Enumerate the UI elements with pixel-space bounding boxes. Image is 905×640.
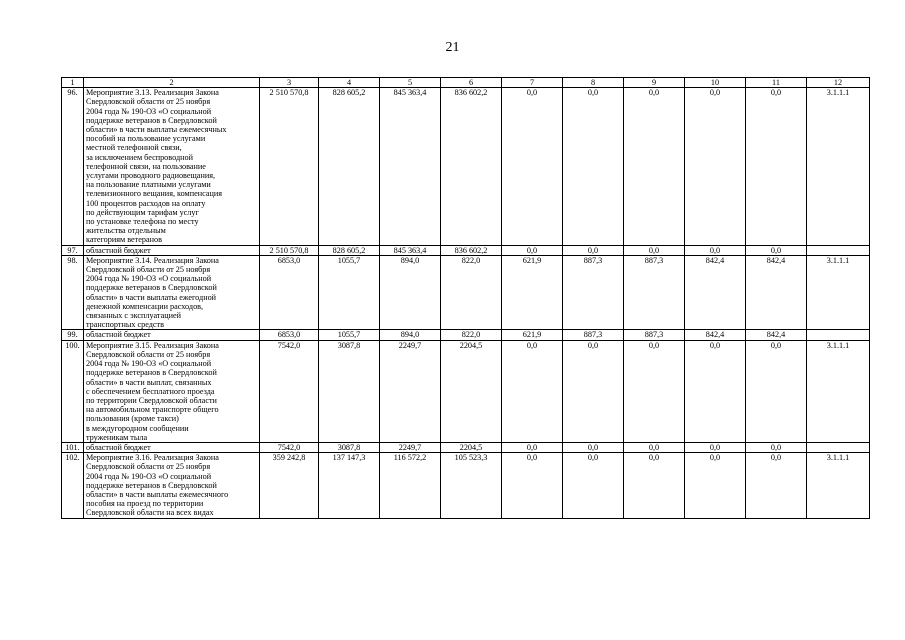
amount-cell: 116 572,2 xyxy=(380,453,441,518)
amount-cell: 2249,7 xyxy=(380,442,441,452)
description-line: пособия на проезд по территории xyxy=(86,499,204,509)
amount-cell: 1055,7 xyxy=(319,330,380,340)
column-header: 8 xyxy=(563,78,624,88)
amount-cell: 887,3 xyxy=(624,255,685,330)
description-line: на автомобильном транспорте общего xyxy=(86,405,219,415)
amount-cell: 0,0 xyxy=(685,340,746,442)
description-line: Свердловской области от 25 ноября xyxy=(86,349,211,359)
description-line: по действующим тарифам услуг xyxy=(86,207,199,217)
amount-cell: 0,0 xyxy=(563,88,624,245)
amount-cell: 0,0 xyxy=(563,245,624,255)
row-description xyxy=(84,453,260,518)
column-header: 5 xyxy=(380,78,441,88)
row-description xyxy=(84,255,260,330)
amount-cell: 0,0 xyxy=(502,245,563,255)
description-line: Мероприятие 3.13. Реализация Закона xyxy=(86,88,219,98)
amount-cell: 621,9 xyxy=(502,255,563,330)
amount-cell: 6853,0 xyxy=(260,255,319,330)
budget-source-row xyxy=(62,442,870,452)
amount-cell: 842,4 xyxy=(685,330,746,340)
description-line: по территории Свердловской области xyxy=(86,395,217,405)
amount-cell: 0,0 xyxy=(624,245,685,255)
amount-cell: 0,0 xyxy=(746,88,807,245)
amount-cell: 2204,5 xyxy=(441,340,502,442)
description-line: областной бюджет xyxy=(86,245,151,255)
description-line: на пользование платными услугами xyxy=(86,180,211,190)
amount-cell: 0,0 xyxy=(624,88,685,245)
task-code-cell: 3.1.1.1 xyxy=(807,340,870,442)
amount-cell: 887,3 xyxy=(563,255,624,330)
description-line: области» в части выплаты ежегодной xyxy=(86,292,217,302)
task-code-cell: 3.1.1.1 xyxy=(807,255,870,330)
amount-cell: 887,3 xyxy=(563,330,624,340)
description-line: транспортных средств xyxy=(86,320,164,330)
description-line: пособий на пользование услугами xyxy=(86,134,206,144)
description-line: категориям ветеранов xyxy=(86,235,162,245)
amount-cell: 359 242,8 xyxy=(260,453,319,518)
task-code-cell xyxy=(807,245,870,255)
amount-cell: 842,4 xyxy=(685,255,746,330)
amount-cell: 822,0 xyxy=(441,330,502,340)
amount-cell: 105 523,3 xyxy=(441,453,502,518)
amount-cell: 2204,5 xyxy=(441,442,502,452)
amount-cell: 2 510 570,8 xyxy=(260,245,319,255)
row-description xyxy=(84,330,260,340)
amount-cell: 0,0 xyxy=(685,245,746,255)
amount-cell: 0,0 xyxy=(624,442,685,452)
amount-cell: 0,0 xyxy=(563,442,624,452)
measure-row xyxy=(62,340,870,442)
amount-cell: 0,0 xyxy=(502,88,563,245)
table-body xyxy=(62,78,870,519)
description-line: телефонной связи, на пользование xyxy=(86,161,206,171)
description-line: поддержке ветеранов в Свердловской xyxy=(86,480,217,490)
amount-cell: 0,0 xyxy=(685,442,746,452)
measure-row xyxy=(62,453,870,518)
description-line: областной бюджет xyxy=(86,330,151,340)
description-line: связанных с эксплуатацией xyxy=(86,311,181,321)
amount-cell: 842,4 xyxy=(746,330,807,340)
description-line: поддержке ветеранов в Свердловской xyxy=(86,283,217,293)
page-number: 21 xyxy=(445,40,460,55)
amount-cell: 7542,0 xyxy=(260,340,319,442)
amount-cell: 137 147,3 xyxy=(319,453,380,518)
description-line: 2004 года № 190-ОЗ «О социальной xyxy=(86,471,212,481)
amount-cell: 0,0 xyxy=(502,442,563,452)
amount-cell: 887,3 xyxy=(624,330,685,340)
description-line: областной бюджет xyxy=(86,442,151,452)
description-line: 2004 года № 190-ОЗ «О социальной xyxy=(86,106,212,116)
description-line: Свердловской области от 25 ноября xyxy=(86,265,211,275)
description-line: Свердловской области от 25 ноября xyxy=(86,97,211,107)
amount-cell: 836 602,2 xyxy=(441,245,502,255)
description-line: по установке телефона по месту xyxy=(86,217,199,227)
amount-cell: 822,0 xyxy=(441,255,502,330)
description-line: поддержке ветеранов в Свердловской xyxy=(86,115,217,125)
description-line: 100 процентов расходов на оплату xyxy=(86,198,206,208)
description-line: области» в части выплат, связанных xyxy=(86,377,212,387)
budget-source-row xyxy=(62,245,870,255)
amount-cell: 2249,7 xyxy=(380,340,441,442)
measure-row xyxy=(62,88,870,245)
amount-cell: 0,0 xyxy=(685,88,746,245)
amount-cell: 842,4 xyxy=(746,255,807,330)
description-line: Мероприятие 3.15. Реализация Закона xyxy=(86,340,219,350)
row-number: 98. xyxy=(62,255,84,330)
amount-cell: 836 602,2 xyxy=(441,88,502,245)
amount-cell: 0,0 xyxy=(563,453,624,518)
task-code-cell xyxy=(807,442,870,452)
column-header: 6 xyxy=(441,78,502,88)
column-header: 1 xyxy=(62,78,84,88)
column-header: 11 xyxy=(746,78,807,88)
amount-cell: 845 363,4 xyxy=(380,245,441,255)
description-line: телевизионного вещания, компенсация xyxy=(86,189,223,199)
description-line: 2004 года № 190-ОЗ «О социальной xyxy=(86,274,212,284)
amount-cell: 828 605,2 xyxy=(319,245,380,255)
description-line: в междугородном сообщении xyxy=(86,423,189,433)
description-line: труженикам тыла xyxy=(86,432,148,442)
amount-cell: 6853,0 xyxy=(260,330,319,340)
amount-cell: 3087,8 xyxy=(319,442,380,452)
amount-cell: 0,0 xyxy=(746,453,807,518)
column-header: 2 xyxy=(84,78,260,88)
amount-cell: 0,0 xyxy=(502,340,563,442)
amount-cell: 828 605,2 xyxy=(319,88,380,245)
measure-row xyxy=(62,255,870,330)
column-header: 7 xyxy=(502,78,563,88)
header-row xyxy=(62,78,870,88)
description-line: Мероприятие 3.16. Реализация Закона xyxy=(86,453,219,463)
column-header: 10 xyxy=(685,78,746,88)
task-code-cell: 3.1.1.1 xyxy=(807,453,870,518)
amount-cell: 2 510 570,8 xyxy=(260,88,319,245)
amount-cell: 0,0 xyxy=(624,453,685,518)
row-number: 101. xyxy=(62,442,84,452)
column-header: 4 xyxy=(319,78,380,88)
description-line: за исключением беспроводной xyxy=(86,152,193,162)
amount-cell: 3087,8 xyxy=(319,340,380,442)
amount-cell: 0,0 xyxy=(746,442,807,452)
amount-cell: 845 363,4 xyxy=(380,88,441,245)
description-line: 2004 года № 190-ОЗ «О социальной xyxy=(86,359,212,369)
description-line: пользования (кроме такси) xyxy=(86,414,179,424)
amount-cell: 0,0 xyxy=(746,340,807,442)
amount-cell: 894,0 xyxy=(380,330,441,340)
row-number: 96. xyxy=(62,88,84,245)
amount-cell: 0,0 xyxy=(563,340,624,442)
row-description xyxy=(84,245,260,255)
amount-cell: 7542,0 xyxy=(260,442,319,452)
row-number: 100. xyxy=(62,340,84,442)
row-description xyxy=(84,340,260,442)
amount-cell: 1055,7 xyxy=(319,255,380,330)
row-number: 99. xyxy=(62,330,84,340)
description-line: области» в части выплаты ежемесячного xyxy=(86,489,229,499)
amount-cell: 0,0 xyxy=(685,453,746,518)
row-number: 97. xyxy=(62,245,84,255)
amount-cell: 0,0 xyxy=(624,340,685,442)
description-line: местной телефонной связи, xyxy=(86,143,182,153)
amount-cell: 894,0 xyxy=(380,255,441,330)
row-description xyxy=(84,88,260,245)
description-line: денежной компенсации расходов, xyxy=(86,301,204,311)
description-line: с обеспечением бесплатного проезда xyxy=(86,386,215,396)
row-number: 102. xyxy=(62,453,84,518)
column-header: 12 xyxy=(807,78,870,88)
description-line: области» в части выплаты ежемесячных xyxy=(86,125,227,135)
amount-cell: 0,0 xyxy=(746,245,807,255)
column-header: 3 xyxy=(260,78,319,88)
description-line: услугами проводного радиовещания, xyxy=(86,171,216,181)
description-line: Мероприятие 3.14. Реализация Закона xyxy=(86,255,219,265)
row-description xyxy=(84,442,260,452)
description-line: Свердловской области на всех видах xyxy=(86,508,214,518)
description-line: Свердловской области от 25 ноября xyxy=(86,462,211,472)
budget-table xyxy=(61,77,870,519)
amount-cell: 621,9 xyxy=(502,330,563,340)
budget-source-row xyxy=(62,330,870,340)
task-code-cell xyxy=(807,330,870,340)
description-line: поддержке ветеранов в Свердловской xyxy=(86,368,217,378)
column-header: 9 xyxy=(624,78,685,88)
amount-cell: 0,0 xyxy=(502,453,563,518)
task-code-cell: 3.1.1.1 xyxy=(807,88,870,245)
description-line: жительства отдельным xyxy=(86,226,166,236)
